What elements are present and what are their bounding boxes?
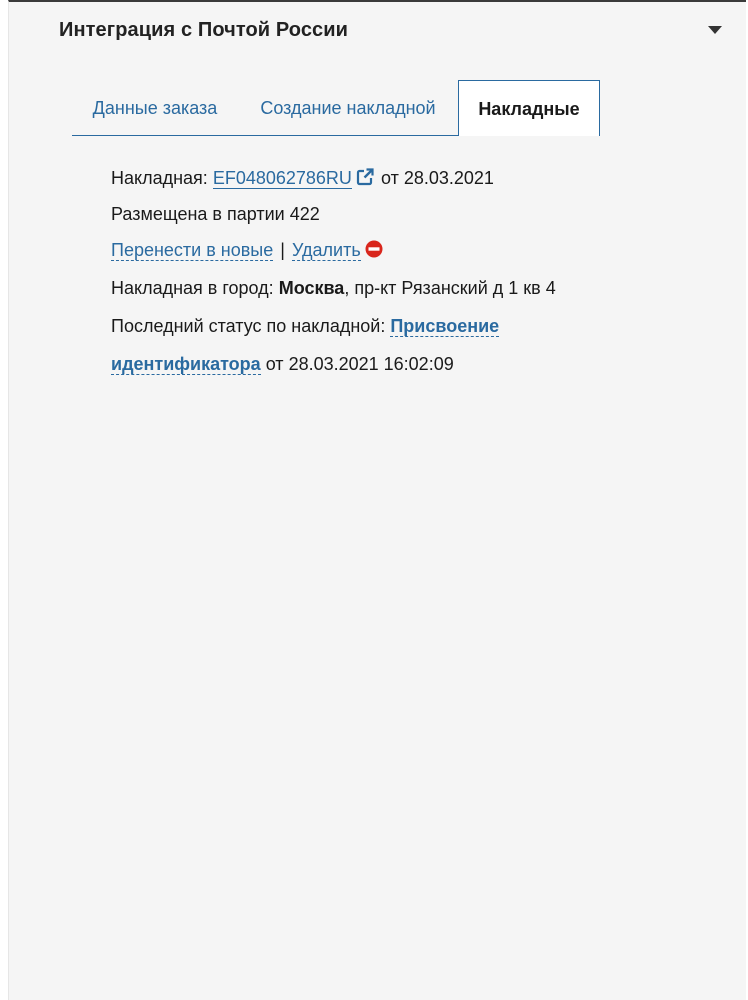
status-row-continued <box>111 351 454 377</box>
status-date-prefix: от <box>265 354 284 374</box>
caret-down-icon[interactable] <box>707 25 723 35</box>
tab-create-waybill[interactable]: Создание накладной <box>260 98 436 118</box>
status-link-line2[interactable]: идентификатора <box>111 354 261 374</box>
integration-panel <box>8 0 746 1000</box>
move-to-new-link[interactable]: Перенести в новые <box>111 240 274 260</box>
waybill-label: Накладная: <box>111 168 208 188</box>
tab-order-data[interactable]: Данные заказа <box>92 98 218 118</box>
status-row <box>111 313 499 339</box>
waybill-date: 28.03.2021 <box>403 168 494 188</box>
destination-address: , пр-кт Рязанский д 1 кв 4 <box>344 278 556 298</box>
waybill-number-link[interactable]: EF048062786RU <box>212 168 352 188</box>
tab-bar <box>72 80 662 136</box>
status-link-line1[interactable]: Присвоение <box>390 316 500 336</box>
waybill-actions <box>111 237 383 263</box>
batch-info: Размещена в партии 422 <box>111 204 320 224</box>
tab-waybills[interactable]: Накладные <box>458 80 600 136</box>
no-entry-icon[interactable] <box>365 240 383 258</box>
waybill-date-prefix: от <box>380 168 399 188</box>
delete-link[interactable]: Удалить <box>291 240 361 260</box>
destination-label: Накладная в город: <box>111 278 274 298</box>
destination-row <box>111 275 556 301</box>
status-label: Последний статус по накладной: <box>111 316 386 336</box>
destination-city: Москва <box>278 278 345 298</box>
panel-title: Интеграция с Почтой России <box>59 19 349 41</box>
waybill-number-row <box>111 165 494 191</box>
status-datetime: 28.03.2021 16:02:09 <box>288 354 454 374</box>
external-link-icon[interactable] <box>356 168 374 186</box>
action-separator: | <box>280 240 285 260</box>
panel-header[interactable] <box>59 16 719 46</box>
